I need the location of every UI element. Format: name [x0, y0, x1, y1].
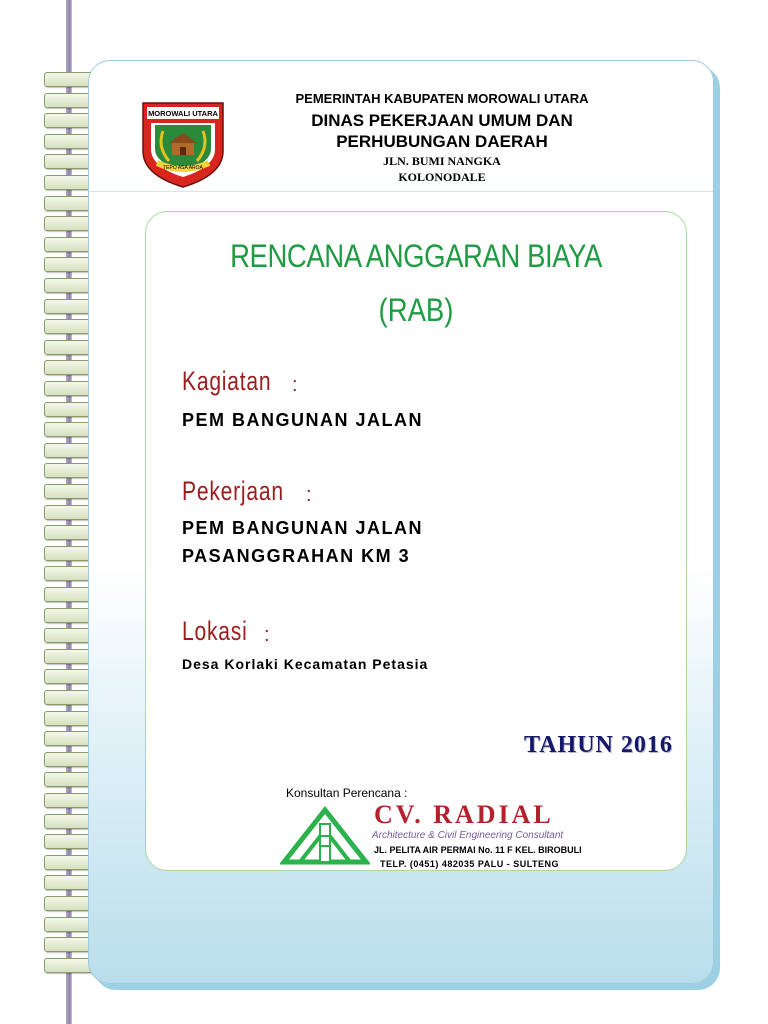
pekerjaan-value — [182, 514, 423, 570]
pekerjaan-value-line1: PEM BANGUNAN JALAN — [182, 518, 424, 538]
lokasi-label: Lokasi — [182, 616, 248, 646]
org-address — [249, 153, 635, 185]
org-address-street: JLN. BUMI NANGKA — [383, 154, 501, 168]
logo-title-text: MOROWALI UTARA — [148, 109, 218, 118]
consultant-tagline: Architecture & Civil Engineering Consultant — [372, 830, 564, 841]
consultant-name: CV. RADIAL — [374, 800, 554, 829]
cover-page — [88, 60, 714, 984]
pekerjaan-label: Pekerjaan — [182, 476, 284, 506]
consultant-label: Konsultan Perencana : — [286, 786, 408, 800]
kegiatan-colon: : — [292, 374, 298, 396]
consultant-address: JL. PELITA AIR PERMAI No. 11 F KEL. BIROBULI — [374, 845, 582, 855]
consultant-phone: TELP. (0451) 482035 PALU - SULTENG — [380, 859, 560, 869]
kegiatan-label: Kagiatan — [182, 366, 272, 396]
document-title: RENCANA ANGGARAN BIAYA — [230, 238, 602, 274]
cv-radial-triangle-logo-icon — [280, 806, 370, 866]
lokasi-value: Desa Korlaki Kecamatan Petasia — [182, 656, 429, 672]
pekerjaan-colon: : — [306, 484, 312, 506]
morowali-utara-crest-icon — [137, 97, 229, 189]
org-address-city: KOLONODALE — [398, 170, 486, 184]
year-label: TAHUN 2016 — [524, 732, 673, 758]
kegiatan-value: PEM BANGUNAN JALAN — [182, 410, 424, 430]
org-government-name: PEMERINTAH KABUPATEN MOROWALI UTARA — [295, 91, 589, 106]
document-subtitle: (RAB) — [378, 292, 454, 328]
org-department-name — [249, 110, 635, 152]
org-department-line1: DINAS PEKERJAAN UMUM DAN — [311, 111, 573, 130]
pekerjaan-value-line2: PASANGGRAHAN KM 3 — [182, 546, 411, 566]
letterhead — [89, 61, 713, 192]
lokasi-colon: : — [264, 624, 270, 646]
content-panel — [145, 211, 687, 871]
logo-motto-text: TEPO ASA AROA — [163, 165, 203, 171]
org-department-line2: PERHUBUNGAN DAERAH — [336, 132, 548, 151]
